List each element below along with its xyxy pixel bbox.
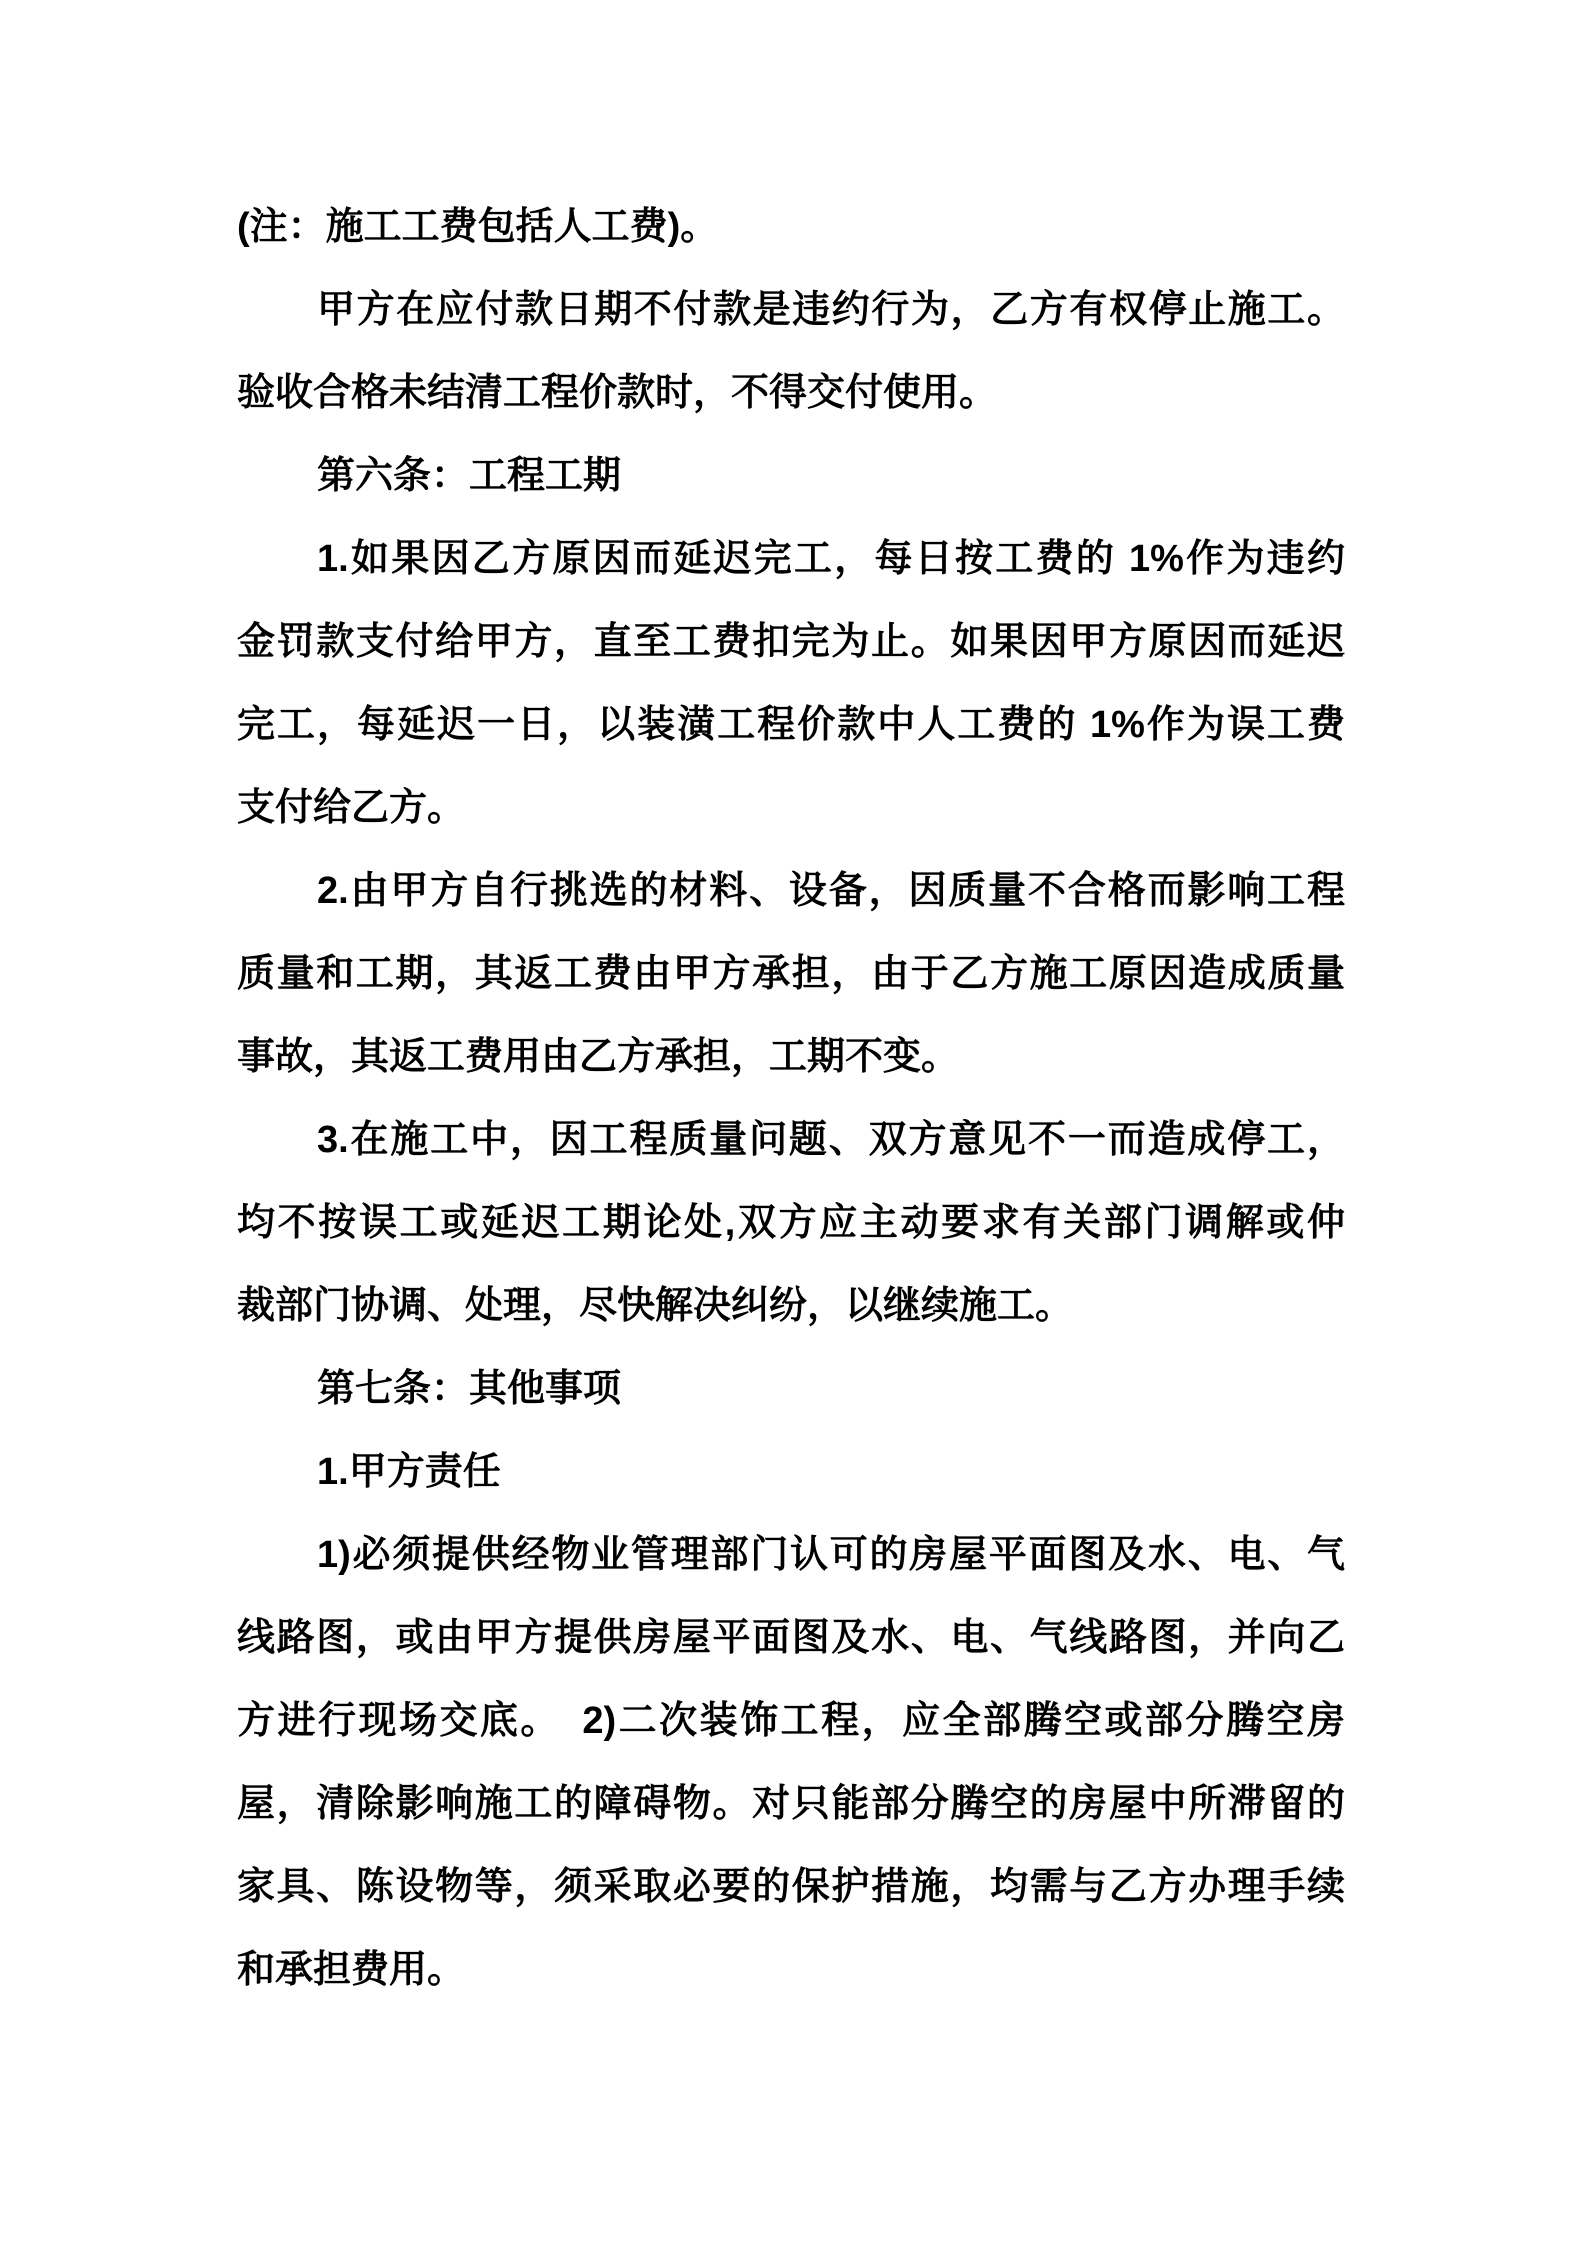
contract-line: 1.甲方责任 (317, 1451, 501, 1493)
contract-line: 甲方在应付款日期不付款是违约行为，乙方有权停止施工。 (317, 289, 1345, 331)
contract-line: 金罚款支付给甲方，直至工费扣完为止。如果因甲方原因而延迟 (237, 621, 1345, 663)
contract-line: 方进行现场交底。 2)二次装饰工程，应全部腾空或部分腾空房 (237, 1700, 1345, 1742)
contract-line: 屋，清除影响施工的障碍物。对只能部分腾空的房屋中所滞留的 (237, 1783, 1345, 1825)
contract-line: 3.在施工中，因工程质量问题、双方意见不一而造成停工， (317, 1119, 1345, 1161)
clause-heading: 第七条：其他事项 (317, 1368, 622, 1410)
contract-line: 事故，其返工费用由乙方承担，工期不变。 (237, 1036, 960, 1078)
contract-line: 线路图，或由甲方提供房屋平面图及水、电、气线路图，并向乙 (237, 1617, 1345, 1659)
contract-line: 和承担费用。 (237, 1949, 466, 1991)
contract-line: 验收合格未结清工程价款时，不得交付使用。 (237, 372, 998, 414)
contract-line: (注：施工工费包括人工费)。 (237, 206, 719, 248)
contract-line: 家具、陈设物等，须采取必要的保护措施，均需与乙方办理手续 (237, 1866, 1345, 1908)
contract-line: 质量和工期，其返工费由甲方承担，由于乙方施工原因造成质量 (237, 953, 1345, 995)
contract-line: 均不按误工或延迟工期论处,双方应主动要求有关部门调解或仲 (237, 1202, 1345, 1244)
contract-line: 1.如果因乙方原因而延迟完工，每日按工费的 1%作为违约 (317, 538, 1345, 580)
contract-line: 2.由甲方自行挑选的材料、设备，因质量不合格而影响工程 (317, 870, 1345, 912)
contract-line: 裁部门协调、处理，尽快解决纠纷，以继续施工。 (237, 1285, 1074, 1327)
contract-line: 1)必须提供经物业管理部门认可的房屋平面图及水、电、气 (317, 1534, 1345, 1576)
clause-heading: 第六条：工程工期 (317, 455, 622, 497)
contract-line: 支付给乙方。 (237, 787, 466, 829)
contract-line: 完工，每延迟一日，以装潢工程价款中人工费的 1%作为误工费 (237, 704, 1345, 746)
